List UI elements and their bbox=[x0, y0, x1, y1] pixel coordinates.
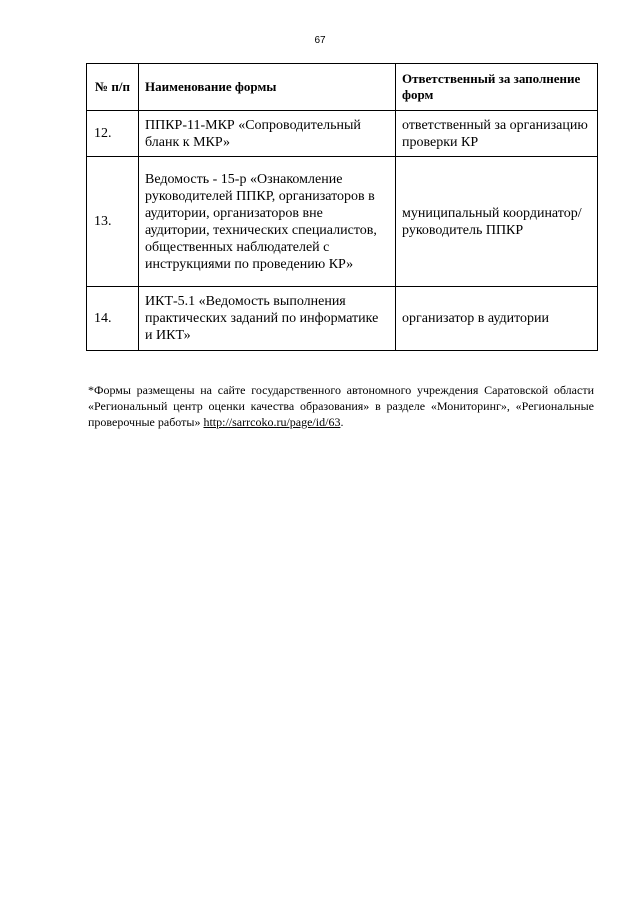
table-row bbox=[87, 157, 598, 287]
row-number: 12. bbox=[87, 111, 139, 157]
responsible-person: муниципальный координатор/ руководитель ППКР bbox=[396, 157, 598, 287]
footnote-trailing: . bbox=[340, 415, 344, 429]
header-num: № п/п bbox=[87, 64, 139, 111]
footnote-text: *Формы размещены на сайте государственного автономного учреждения Саратовской области «Региональный центр оценки качества образования» в разделе «Мониторинг», «Региональные проверочные работы» bbox=[88, 383, 594, 429]
forms-table bbox=[86, 63, 598, 351]
form-name: ППКР-11-МКР «Сопроводительный бланк к МКР» bbox=[139, 111, 396, 157]
form-name: Ведомость - 15-р «Ознакомление руководителей ППКР, организаторов в аудитории, организаторов вне аудитории, технических специалистов, общественных наблюдателей с инструкциями по проведению КР» bbox=[139, 157, 396, 287]
responsible-person: ответственный за организацию проверки КР bbox=[396, 111, 598, 157]
form-name: ИКТ-5.1 «Ведомость выполнения практических заданий по информатике и ИКТ» bbox=[139, 287, 396, 351]
footnote-link[interactable]: http://sarrcoko.ru/page/id/63 bbox=[203, 415, 341, 429]
table-row bbox=[87, 111, 598, 157]
table-row bbox=[87, 287, 598, 351]
header-responsible: Ответственный за заполнение форм bbox=[396, 64, 598, 111]
header-form-name: Наименование формы bbox=[139, 64, 396, 111]
footnote bbox=[88, 382, 594, 430]
responsible-person: организатор в аудитории bbox=[396, 287, 598, 351]
page-number: 67 bbox=[314, 35, 326, 46]
row-number: 14. bbox=[87, 287, 139, 351]
table-header-row bbox=[87, 64, 598, 111]
row-number: 13. bbox=[87, 157, 139, 287]
